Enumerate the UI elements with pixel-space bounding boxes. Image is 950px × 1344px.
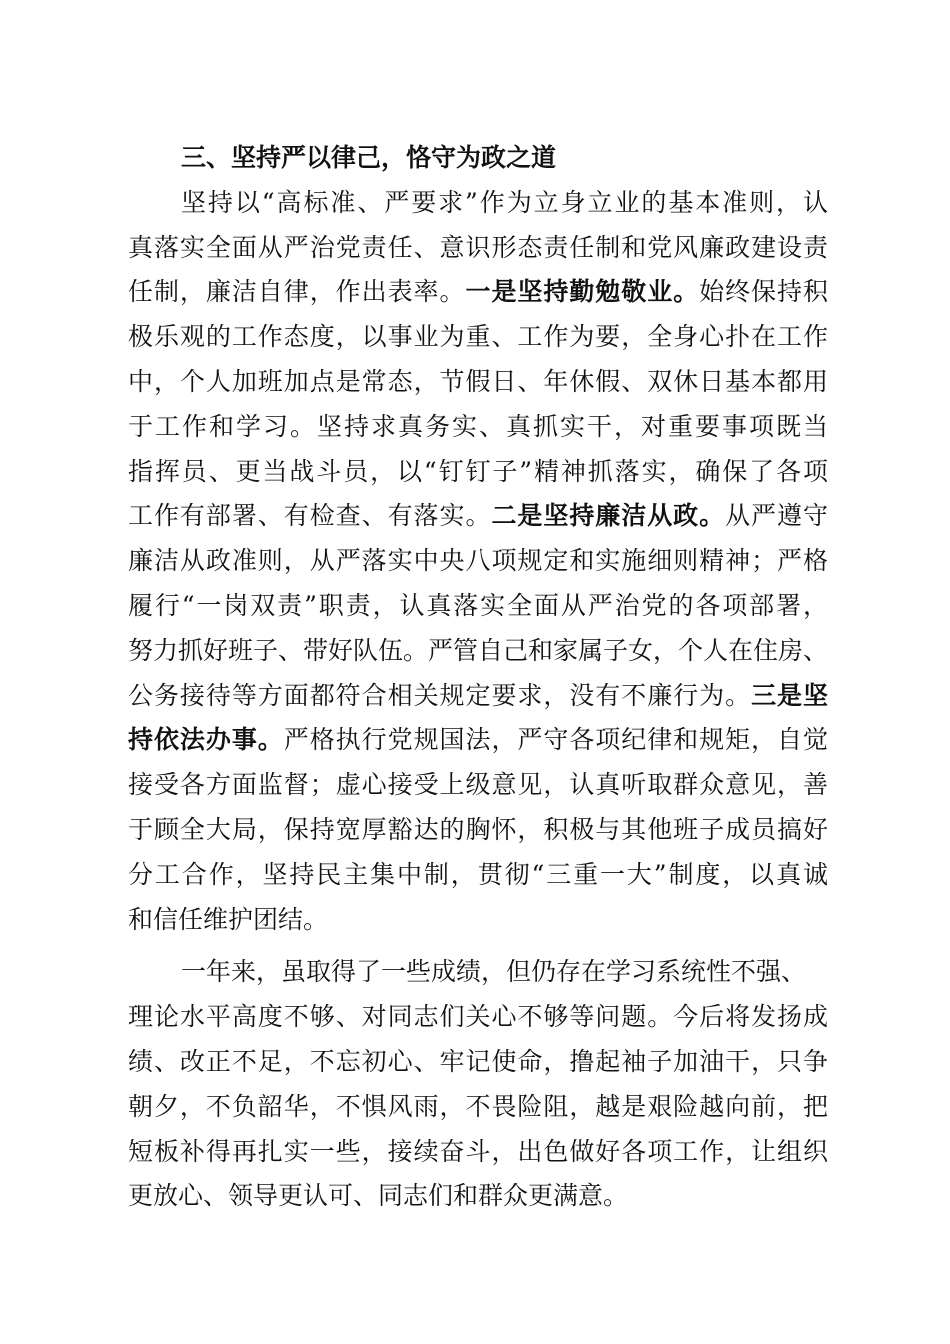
section-heading: 三、坚持严以律己，恪守为政之道 — [181, 143, 557, 172]
paragraph-line: 履行“一岗双责”职责，认真落实全面从严治党的各项部署， — [128, 590, 828, 620]
paragraph-line: 廉洁从政准则，从严落实中央八项规定和实施细则精神；严格 — [128, 546, 828, 576]
paragraph-line: 真落实全面从严治党责任、意识形态责任制和党风廉政建设责 — [128, 232, 828, 262]
paragraph-line: 于顾全大局，保持宽厚豁达的胸怀，积极与其他班子成员搞好 — [128, 814, 828, 844]
paragraph-line: 极乐观的工作态度，以事业为重、工作为要，全身心扑在工作 — [128, 322, 828, 352]
paragraph-line: 理论水平高度不够、对同志们关心不够等问题。今后将发扬成 — [128, 1002, 828, 1032]
paragraph-line: 于工作和学习。坚持求真务实、真抓实干，对重要事项既当 — [128, 411, 828, 441]
paragraph-line: 工作有部署、有检查、有落实。二是坚持廉洁从政。从严遵守 — [128, 501, 828, 531]
paragraph-line: 一年来，虽取得了一些成绩，但仍存在学习系统性不强、 — [181, 957, 807, 987]
paragraph-line: 更放心、领导更认可、同志们和群众更满意。 — [128, 1181, 629, 1211]
paragraph-line: 持依法办事。严格执行党规国法，严守各项纪律和规矩，自觉 — [128, 725, 828, 755]
paragraph-line: 接受各方面监督；虚心接受上级意见，认真听取群众意见，善 — [128, 770, 828, 800]
paragraph-2 — [128, 950, 828, 1219]
paragraph-line: 努力抓好班子、带好队伍。严管自己和家属子女，个人在住房、 — [128, 635, 829, 665]
paragraph-line: 分工合作，坚持民主集中制，贯彻“三重一大”制度，以真诚 — [128, 859, 828, 889]
paragraph-line: 短板补得再扎实一些，接续奋斗，出色做好各项工作，让组织 — [128, 1136, 828, 1166]
paragraph-line: 中，个人加班加点是常态，节假日、年休假、双休日基本都用 — [128, 366, 828, 396]
paragraph-1 — [128, 181, 828, 943]
paragraph-line: 指挥员、更当战斗员，以“钉钉子”精神抓落实，确保了各项 — [128, 456, 828, 486]
document-body — [128, 136, 828, 1219]
paragraph-line: 任制，廉洁自律，作出表率。一是坚持勤勉敬业。始终保持积 — [128, 277, 828, 307]
paragraph-line: 和信任维护团结。 — [128, 904, 329, 934]
paragraph-gap — [128, 942, 828, 950]
paragraph-line: 公务接待等方面都符合相关规定要求，没有不廉行为。三是坚 — [128, 680, 828, 710]
paragraph-line: 绩、改正不足，不忘初心、牢记使命，撸起袖子加油干，只争 — [128, 1046, 828, 1076]
key-point-3-cont: 持依法办事。 — [128, 725, 284, 755]
key-point-1: 一是坚持勤勉敬业。 — [465, 277, 700, 307]
key-point-3: 三是坚 — [751, 680, 828, 710]
paragraph-line: 坚持以“高标准、严要求”作为立身立业的基本准则，认 — [181, 187, 828, 217]
paragraph-line: 朝夕，不负韶华，不惧风雨，不畏险阻，越是艰险越向前，把 — [128, 1091, 828, 1121]
key-point-2: 二是坚持廉洁从政。 — [491, 501, 726, 531]
